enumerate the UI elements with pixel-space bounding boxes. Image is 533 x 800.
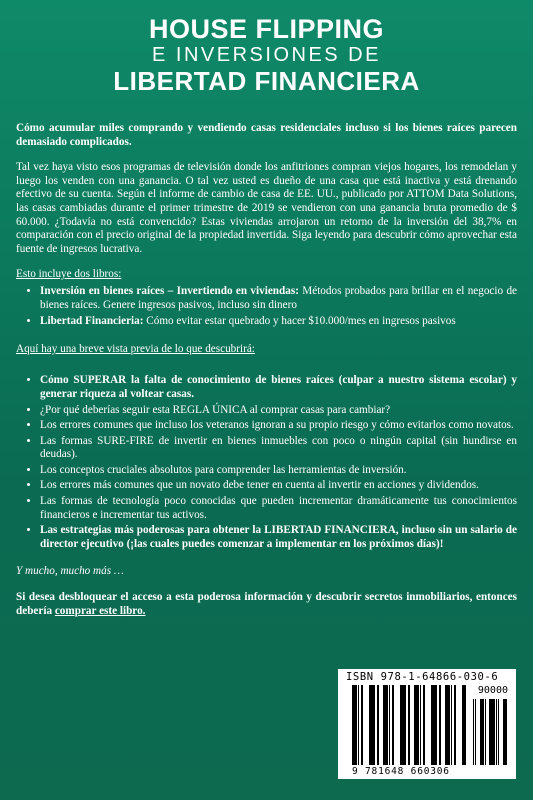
lead-paragraph: Cómo acumular miles comprando y vendiendo casas residenciales incluso si los bienes raíces parecen demasiado complicados. [16, 122, 517, 148]
price-code: 90000 [477, 685, 508, 696]
book-item [40, 285, 517, 312]
cta-text: Si desea desbloquear el acceso a esta poderosa información y descubrir secretos inmobiliarios, entonces debería [16, 591, 517, 617]
preview-item: • Las formas de tecnología poco conocidas que pueden incrementar dramáticamente tus conocimientos financieros e incrementar tus activos. [40, 495, 517, 522]
preview-item: • Los conceptos cruciales absolutos para comprender las herramientas de inversión. [40, 464, 517, 478]
book-item [40, 315, 517, 329]
book-item-title: Libertad Financieria: [40, 315, 144, 328]
intro-paragraph: Tal vez haya visto esos programas de televisión donde los anfitriones compran viejos hogares, los remodelan y luego los venden con una ganancia. O tal vez usted es dueño de una casa que está inactiva y está drenando efectivo de su cuenta. Según el informe de cambio de casa de EE. UU., publicado por ATTOM Data Solutions, las casas cambiadas durante el primer trimestre de 2019 se vendieron con una ganancia bruta promedio de $ 60.000. ¿Todavía no está convencido? Estas viviendas arrojaron un retorno de la inversión del 38,7% en comparación con el precio original de la propiedad invertida. Siga leyendo para descubrir cómo aprovechar esta fuente de ingresos lucrativa. [16, 161, 517, 255]
title-line-1: HOUSE FLIPPING [148, 14, 385, 44]
isbn-barcode [338, 669, 516, 779]
title-line-3: LIBERTAD FINANCIERA [113, 66, 420, 96]
isbn-label: ISBN 978-1-64866-030-6 [346, 671, 499, 683]
book-item-title: Inversión en bienes raíces – Invertiendo en viviendas: [40, 284, 299, 297]
preview-item: • ¿Por qué deberías seguir esta REGLA ÚNICA al comprar casas para cambiar? [40, 404, 517, 418]
barcode-bars-icon [338, 669, 516, 779]
title-line-2: E INVERSIONES DE [152, 44, 381, 66]
preview-item: • Los errores comunes que incluso los veteranos ignoran a su propio riesgo y cómo evitarlos como novatos. [40, 419, 517, 433]
book-item-desc: Métodos probados para brillar en el negocio de bienes raíces. Genere ingresos pasivos, incluso sin dinero [40, 284, 517, 311]
books-heading: Esto incluye dos libros: [16, 268, 122, 281]
preview-item: • Las formas SURE-FIRE de invertir en bienes inmuebles con poco o ningún capital (sin hundirse en deudas). [40, 435, 517, 462]
preview-list [16, 374, 517, 551]
books-list [16, 285, 517, 329]
call-to-action [16, 591, 517, 618]
preview-item: • Los errores más comunes que un novato debe tener en cuenta al invertir en acciones y dividendos. [40, 479, 517, 493]
preview-heading: Aquí hay una breve vista previa de lo que descubrirá: [16, 342, 255, 355]
back-cover-text [16, 122, 517, 630]
book-title [0, 0, 533, 96]
preview-item: • Cómo SUPERAR la falta de conocimiento de bienes raíces (culpar a nuestro sistema escolar) y generar riqueza al voltear casas. [40, 374, 517, 401]
and-much-more: Y mucho, mucho más … [16, 565, 124, 578]
ean-digits: 9 781648 660306 [352, 766, 450, 777]
buy-book-link[interactable]: comprar este libro. [54, 604, 146, 617]
preview-item: • Las estrategias más poderosas para obtener la LIBERTAD FINANCIERA, incluso sin un salario de director ejecutivo (¡las cuales puedes comenzar a implementar en los próximos días)! [40, 524, 517, 551]
book-item-desc: Cómo evitar estar quebrado y hacer $10.000/mes en ingresos pasivos [143, 315, 456, 328]
